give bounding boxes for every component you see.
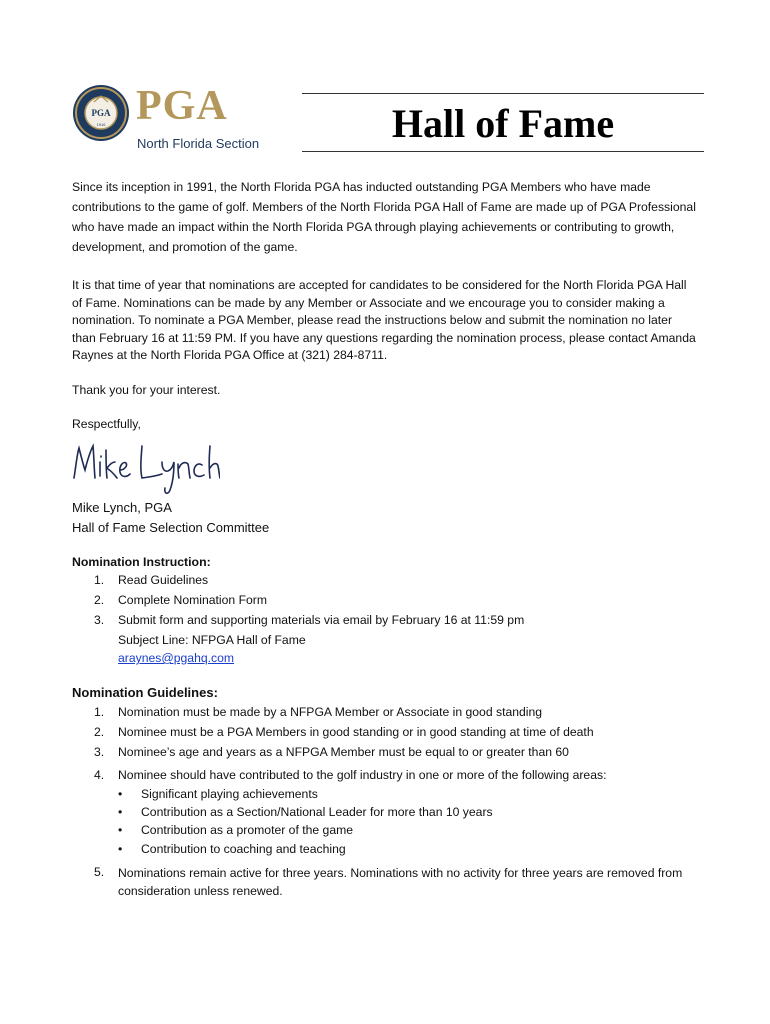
list-text: Nominee must be a PGA Members in good standing or in good standing at time of death bbox=[118, 725, 594, 739]
list-text: Nomination must be made by a NFPGA Member or Associate in good standing bbox=[118, 705, 543, 719]
list-text: Nominations remain active for three years. Nominations with no activity for three years are removed from consideration unless renewed. bbox=[118, 866, 683, 898]
list-number: 1. bbox=[94, 705, 105, 719]
bullet-text: Significant playing achievements bbox=[141, 787, 318, 801]
bullet-text: Contribution to coaching and teaching bbox=[141, 842, 346, 856]
list-text: Complete Nomination Form bbox=[118, 593, 268, 607]
thanks-line: Thank you for your interest. bbox=[72, 383, 221, 397]
list-number: 2. bbox=[94, 593, 105, 607]
signer-name: Mike Lynch, PGA bbox=[72, 500, 172, 515]
text-line: contributions to the game of golf. Members of the North Florida PGA Hall of Fame are made up of PGA Professional bbox=[72, 200, 696, 214]
bullet-icon: • bbox=[118, 805, 123, 819]
bullet-icon: • bbox=[118, 823, 123, 837]
list-text: Nominee’s age and years as a NFPGA Member must be equal to or greater than 60 bbox=[118, 745, 569, 759]
signer-title: Hall of Fame Selection Committee bbox=[72, 520, 270, 535]
pga-north-florida-logo bbox=[72, 84, 292, 156]
bullet-text: Contribution as a promoter of the game bbox=[141, 823, 354, 837]
page-title: Hall of Fame bbox=[391, 101, 615, 146]
section-name: North Florida Section bbox=[137, 136, 260, 151]
subject-text: Subject Line: NFPGA Hall of Fame bbox=[118, 633, 306, 647]
text-line: development, and promotion of the game. bbox=[72, 240, 298, 254]
text-line: than February 16 at 11:59 PM. If you have any questions regarding the nomination process, please contact Amanda bbox=[72, 330, 696, 345]
pga-wordmark: PGA bbox=[136, 83, 228, 129]
text-line: of Fame. Nominations can be made by any Member or Associate and we encourage you to consider making a bbox=[72, 295, 665, 310]
closing-line: Respectfully, bbox=[72, 417, 141, 431]
title-rule-top bbox=[302, 93, 704, 94]
list-text: Nominee should have contributed to the golf industry in one or more of the following areas: bbox=[118, 768, 607, 782]
bullet-icon: • bbox=[118, 842, 123, 856]
text-line: Since its inception in 1991, the North Florida PGA has inducted outstanding PGA Members who have made bbox=[72, 180, 651, 194]
intro-paragraph bbox=[72, 177, 732, 257]
email-link[interactable]: araynes@pgahq.com bbox=[118, 651, 235, 665]
text-line: who have made an impact within the North Florida PGA through playing achievements or contributing to growth, bbox=[72, 220, 675, 234]
list-text: Read Guidelines bbox=[118, 573, 209, 587]
list-number: 3. bbox=[94, 613, 105, 627]
list-number: 2. bbox=[94, 725, 105, 739]
seal-center-text: PGA bbox=[91, 108, 111, 118]
pga-seal-icon bbox=[72, 84, 130, 142]
list-number: 1. bbox=[94, 573, 105, 587]
handwritten-signature bbox=[70, 438, 220, 498]
list-number: 3. bbox=[94, 745, 105, 759]
text-line: Raynes at the North Florida PGA Office at (321) 284-8711. bbox=[72, 348, 388, 362]
list-number: 5. bbox=[94, 865, 105, 879]
title-rule-bottom bbox=[302, 151, 704, 152]
instruction-heading: Nomination Instruction: bbox=[72, 555, 211, 569]
guidelines-heading: Nomination Guidelines: bbox=[72, 685, 218, 700]
bullet-icon: • bbox=[118, 787, 123, 801]
text-line: nomination. To nominate a PGA Member, please read the instructions below and submit the nomination no later bbox=[72, 313, 673, 327]
seal-year: 1916 bbox=[96, 122, 106, 127]
bullet-text: Contribution as a Section/National Leader for more than 10 years bbox=[141, 805, 493, 819]
list-text: Submit form and supporting materials via email by February 16 at 11:59 pm bbox=[118, 613, 525, 627]
list-number: 4. bbox=[94, 768, 105, 782]
text-line: It is that time of year that nominations are accepted for candidates to be considered for the North Florida PGA Hall bbox=[72, 278, 687, 292]
nomination-paragraph bbox=[72, 277, 732, 365]
